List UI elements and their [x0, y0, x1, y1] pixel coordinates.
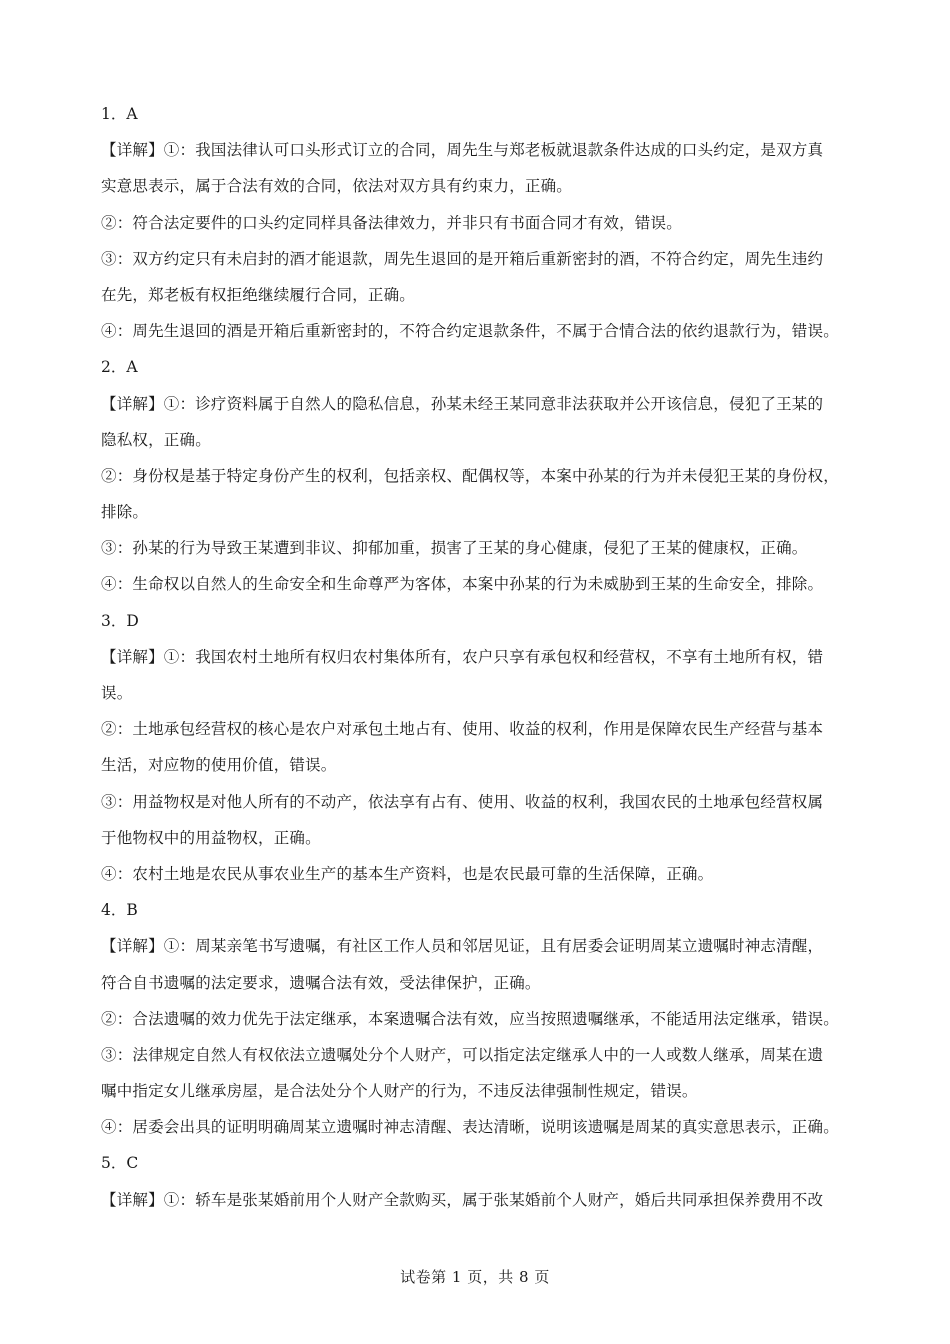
page-footer: 试卷第 1 页，共 8 页 [400, 1268, 550, 1286]
answer-number-3: 3．D [101, 611, 139, 630]
explanation-line: ②：合法遗嘱的效力优先于法定继承，本案遗嘱合法有效，应当按照遗嘱继承，不能适用法定继承，错误。 [101, 1009, 839, 1028]
explanation-line: ④：农村土地是农民从事农业生产的基本生产资料，也是农民最可靠的生活保障，正确。 [101, 864, 714, 883]
explanation-line: 于他物权中的用益物权，正确。 [101, 828, 321, 847]
answer-number-5: 5．C [101, 1154, 139, 1173]
explanation-line: 【详解】①：我国农村土地所有权归农村集体所有，农户只享有承包权和经营权，不享有土地所有权，错 [101, 647, 824, 666]
answer-content [101, 96, 861, 1218]
explanation-line: 实意思表示，属于合法有效的合同，依法对双方具有约束力，正确。 [101, 177, 573, 196]
explanation-line: 【详解】①：周某亲笔书写遗嘱，有社区工作人员和邻居见证，且有居委会证明周某立遗嘱时神志清醒， [101, 937, 824, 956]
answer-number-4: 4．B [101, 901, 138, 920]
answer-number-1: 1．A [101, 105, 138, 123]
explanation-line: ②：土地承包经营权的核心是农户对承包土地占有、使用、收益的权利，作用是保障农民生产经营与基本 [101, 720, 824, 739]
explanation-line: 生活，对应物的使用价值，错误。 [101, 756, 337, 775]
explanation-line: ③：孙某的行为导致王某遭到非议、抑郁加重，损害了王某的身心健康，侵犯了王某的健康权，正确。 [101, 539, 808, 558]
explanation-line: ④：周先生退回的酒是开箱后重新密封的，不符合约定退款条件，不属于合情合法的依约退款行为，错误。 [101, 322, 839, 341]
explanation-line: 在先，郑老板有权拒绝继续履行合同，正确。 [101, 285, 416, 304]
answer-number-2: 2．A [101, 358, 138, 377]
explanation-line: ③：用益物权是对他人所有的不动产，依法享有占有、使用、收益的权利，我国农民的土地承包经营权属 [101, 792, 824, 811]
explanation-line: ④：居委会出具的证明明确周某立遗嘱时神志清醒、表达清晰，说明该遗嘱是周某的真实意思表示，正确。 [101, 1118, 839, 1137]
explanation-line: 【详解】①：我国法律认可口头形式订立的合同，周先生与郑老板就退款条件达成的口头约定，是双方真 [101, 141, 824, 160]
explanation-line: 误。 [101, 684, 133, 702]
explanation-line: 嘱中指定女儿继承房屋，是合法处分个人财产的行为，不违反法律强制性规定，错误。 [101, 1082, 698, 1101]
explanation-line: ③：双方约定只有未启封的酒才能退款，周先生退回的是开箱后重新密封的酒，不符合约定，周先生违约 [101, 249, 824, 268]
explanation-line: 符合自书遗嘱的法定要求，遗嘱合法有效，受法律保护，正确。 [101, 973, 541, 992]
explanation-line: 【详解】①：轿车是张某婚前用个人财产全款购买，属于张某婚前个人财产，婚后共同承担保养费用不改 [101, 1190, 824, 1209]
explanation-line: 隐私权，正确。 [101, 430, 211, 449]
explanation-line: 【详解】①：诊疗资料属于自然人的隐私信息，孙某未经王某同意非法获取并公开该信息，侵犯了王某的 [101, 394, 824, 413]
explanation-line: ②：符合法定要件的口头约定同样具备法律效力，并非只有书面合同才有效，错误。 [101, 213, 682, 232]
explanation-line: ②：身份权是基于特定身份产生的权利，包括亲权、配偶权等，本案中孙某的行为并未侵犯王某的身份权， [101, 466, 839, 485]
explanation-line: 排除。 [101, 503, 149, 522]
explanation-line: ③：法律规定自然人有权依法立遗嘱处分个人财产，可以指定法定继承人中的一人或数人继承，周某在遗 [101, 1045, 824, 1064]
explanation-line: ④：生命权以自然人的生命安全和生命尊严为客体，本案中孙某的行为未威胁到王某的生命安全，排除。 [101, 575, 824, 594]
